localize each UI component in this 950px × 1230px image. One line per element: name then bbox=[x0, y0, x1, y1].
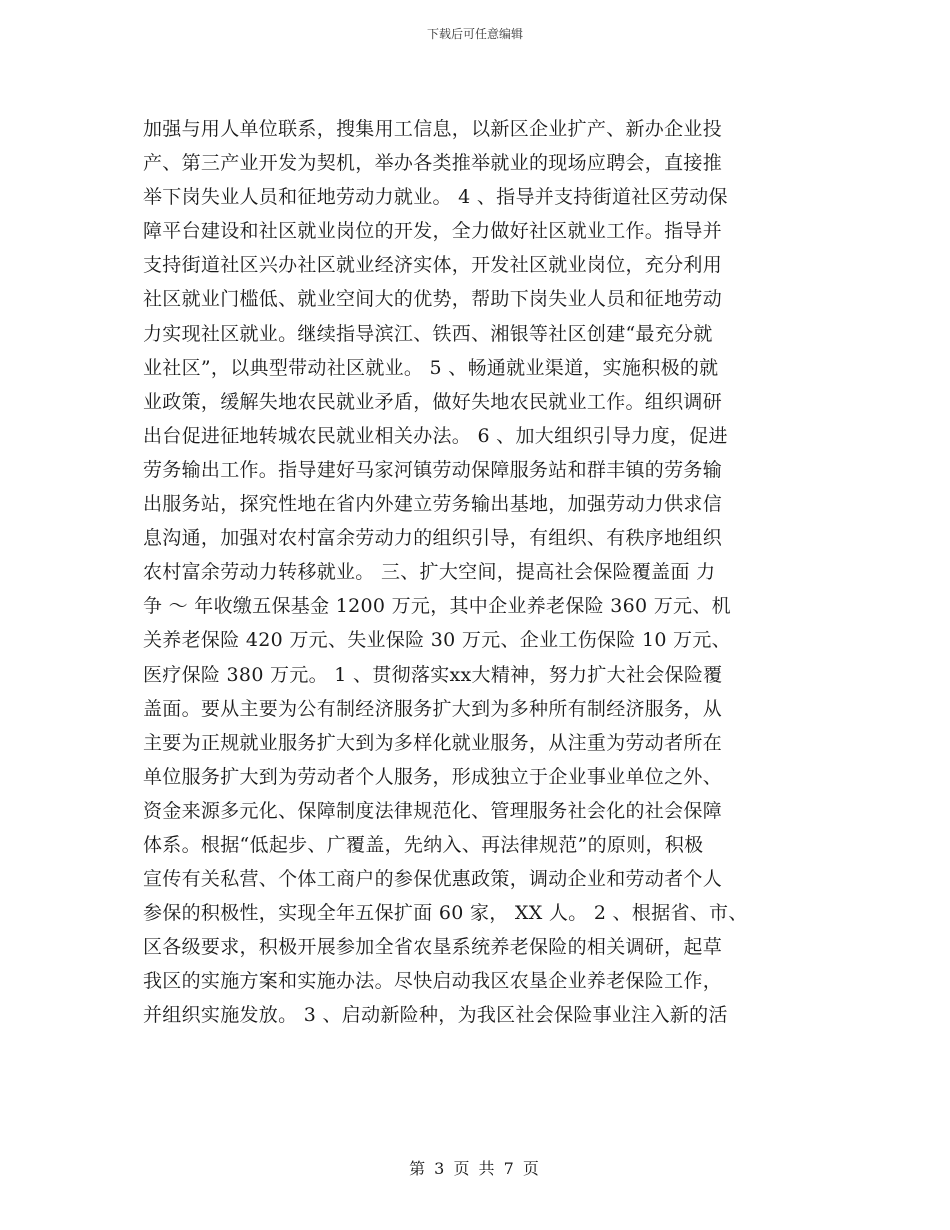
body-line: 息沟通，加强对农村富余劳动力的组织引导，有组织、有秩序地组织 bbox=[143, 527, 723, 550]
body-line: 业政策，缓解失地农民就业矛盾，做好失地农民就业工作。组织调研 bbox=[143, 390, 723, 413]
body-line: 农村富余劳动力转移就业。 三、扩大空间，提高社会保险覆盖面 力 bbox=[143, 561, 716, 584]
body-line: 业社区”，以典型带动社区就业。 5 、畅通就业渠道，实施积极的就 bbox=[143, 356, 719, 379]
body-line: 医疗保险 380 万元。 1 、贯彻落实xx大精神，努力扩大社会保险覆 bbox=[143, 663, 723, 686]
body-line: 主要为正规就业服务扩大到为多样化就业服务，从注重为劳动者所在 bbox=[143, 731, 723, 754]
document-body bbox=[143, 112, 833, 1033]
body-line: 区各级要求，积极开展参加全省农垦系统养老保险的相关调研，起草 bbox=[143, 936, 723, 959]
page-number: 第 3 页 共 7 页 bbox=[409, 1159, 541, 1178]
body-line: 单位服务扩大到为劳动者个人服务，形成独立于企业事业单位之外、 bbox=[143, 765, 723, 788]
body-line: 体系。根据“低起步、广覆盖，先纳入、再法律规范”的原则，积极 bbox=[143, 833, 704, 856]
body-line: 并组织实施发放。 3 、启动新险种，为我区社会保险事业注入新的活 bbox=[143, 1004, 728, 1027]
body-line: 社区就业门槛低、就业空间大的优势，帮助下岗失业人员和征地劳动 bbox=[143, 288, 723, 311]
body-line: 盖面。要从主要为公有制经济服务扩大到为多种所有制经济服务，从 bbox=[143, 697, 723, 720]
body-line: 我区的实施方案和实施办法。尽快启动我区农垦企业养老保险工作， bbox=[143, 970, 723, 993]
body-line: 劳务输出工作。指导建好马家河镇劳动保障服务站和群丰镇的劳务输 bbox=[143, 458, 723, 481]
body-line: 加强与用人单位联系，搜集用工信息，以新区企业扩产、新办企业投 bbox=[143, 118, 723, 140]
body-line: 力实现社区就业。继续指导滨江、铁西、湘银等社区创建“最充分就 bbox=[143, 322, 713, 345]
body-line: 支持街道社区兴办社区就业经济实体，开发社区就业岗位，充分利用 bbox=[143, 254, 723, 277]
body-line: 争 ～ 年收缴五保基金 1200 万元，其中企业养老保险 360 万元、机 bbox=[143, 595, 731, 618]
body-line: 资金来源多元化、保障制度法律规范化、管理服务社会化的社会保障 bbox=[143, 799, 723, 822]
body-line: 出台促进征地转城农民就业相关办法。 6 、加大组织引导力度，促进 bbox=[143, 424, 728, 447]
body-line: 产、第三产业开发为契机，举办各类推举就业的现场应聘会，直接推 bbox=[143, 152, 723, 175]
body-line: 举下岗失业人员和征地劳动力就业。 4 、指导并支持街道社区劳动保 bbox=[143, 186, 728, 209]
page-header-note: 下载后可任意编辑 bbox=[426, 27, 523, 41]
body-line: 障平台建设和社区就业岗位的开发，全力做好社区就业工作。指导并 bbox=[143, 220, 723, 243]
body-line: 宣传有关私营、个体工商户的参保优惠政策，调动企业和劳动者个人 bbox=[143, 868, 723, 891]
body-line: 关养老保险 420 万元、失业保险 30 万元、企业工伤保险 10 万元、 bbox=[143, 629, 731, 652]
body-line: 参保的积极性，实现全年五保扩面 60 家， XX 人。 2 、根据省、市、 bbox=[143, 902, 748, 925]
body-line: 出服务站，探究性地在省内外建立劳务输出基地，加强劳动力供求信 bbox=[143, 493, 723, 516]
